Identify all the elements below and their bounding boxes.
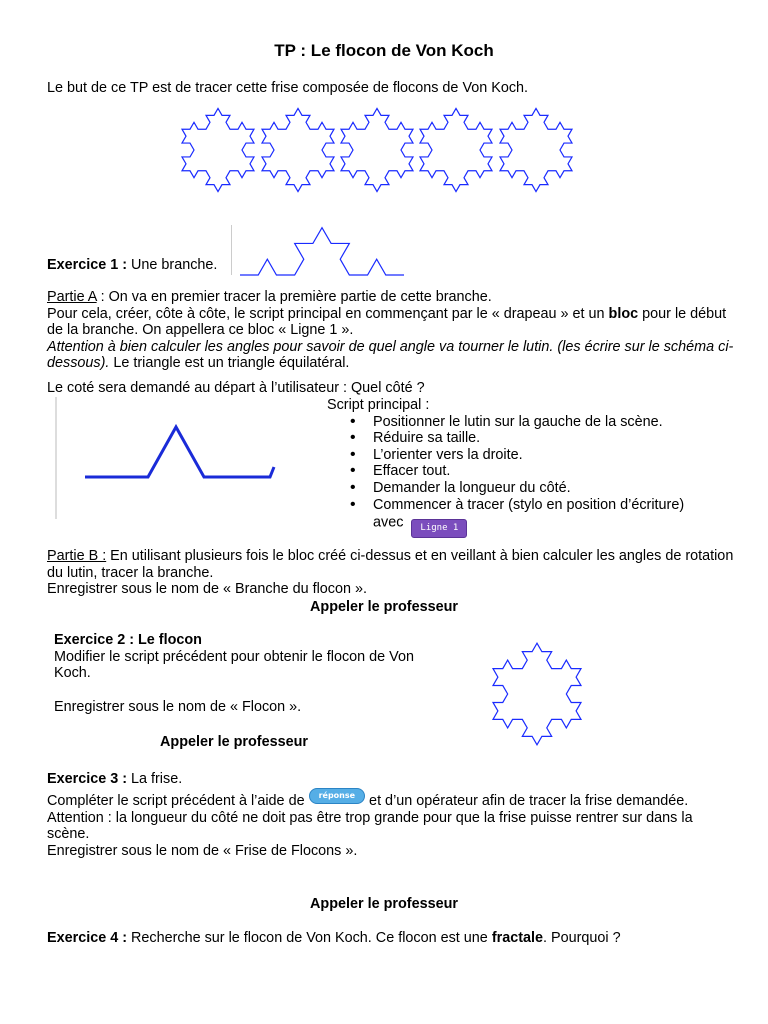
intro-text: Le but de ce TP est de tracer cette frise composée de flocons de Von Koch. (47, 80, 529, 96)
script-principal (327, 397, 747, 532)
call-teacher-2: Appeler le professeur (160, 734, 308, 750)
part-a-bloc-bold: bloc (608, 305, 639, 322)
frieze-snowflake (500, 108, 572, 191)
list-item: • Effacer tout. (327, 463, 747, 480)
exercise-3-save: Enregistrer sous le nom de « Frise de Flocons ». (47, 842, 358, 859)
call-teacher-3: Appeler le professeur (310, 896, 458, 912)
part-a-triangle: Le triangle est un triangle équilatéral. (109, 355, 350, 372)
list-item: • Réduire sa taille. (327, 430, 747, 447)
call-teacher-1: Appeler le professeur (310, 599, 458, 615)
scratch-block-ligne1: Ligne 1 (411, 519, 467, 538)
part-b-save: Enregistrer sous le nom de « Branche du flocon ». (47, 581, 367, 598)
part-a-line1 (47, 289, 737, 306)
frieze-snowflake (341, 108, 413, 191)
exercise-3-label: Exercice 3 : (47, 771, 128, 787)
script-label: Script principal : (327, 397, 430, 413)
part-a-line2 (47, 306, 737, 339)
scratch-block-reponse: réponse (309, 788, 365, 804)
exercise-1-text: Une branche. (127, 257, 218, 273)
part-b-text: En utilisant plusieurs fois le bloc créé ci-dessus et en veillant à bien calculer les angles de rotation du lutin, tracer la branche. (47, 548, 734, 581)
exercise-3-heading (47, 771, 737, 788)
part-a-label: Partie A (47, 289, 97, 305)
exercise-2-save: Enregistrer sous le nom de « Flocon ». (54, 698, 302, 715)
page-title: TP : Le flocon de Von Koch (274, 41, 494, 60)
side-question: Le coté sera demandé au départ à l’utilisateur : Quel côté ? (47, 380, 425, 396)
exercise-4-text2: . Pourquoi ? (543, 930, 621, 946)
spacer (54, 682, 454, 699)
figure-border-left (55, 397, 57, 519)
list-item: • L’orienter vers la droite. (327, 447, 747, 464)
part-a-line2b: pour le début de la branche. On appellera ce bloc « Ligne 1 ». (47, 305, 727, 339)
pixel-branch-figure (80, 415, 320, 515)
part-a-text1: : On va en premier tracer la première partie de cette branche. (96, 289, 492, 305)
exercise-3-block (47, 793, 737, 859)
exercise-2-label: Exercice 2 : Le flocon (54, 632, 202, 648)
avec-text: avec (373, 514, 404, 531)
frieze-snowflake (182, 108, 254, 191)
frieze-snowflake (262, 108, 334, 191)
part-a-italic: Attention à bien calculer les angles pour savoir de quel angle va tourner le lutin. (les écrire sur le schéma ci-dessous). (47, 338, 734, 372)
exercise-3-line1b: et d’un opérateur afin de tracer la frise demandée. (365, 793, 689, 809)
exercise-4-fractale: fractale (491, 930, 544, 946)
part-b-line (47, 548, 737, 581)
exercise-4-text1: Recherche sur le flocon de Von Koch. Ce flocon est une (127, 930, 492, 946)
script-steps-list (327, 414, 747, 514)
list-item: • Demander la longueur du côté. (327, 480, 747, 497)
exercise-4-label: Exercice 4 : (47, 930, 128, 946)
exercise-3-attention: Attention : la longueur du côté ne doit pas être trop grande pour que la frise puisse rentrer sur dans la scène. (47, 809, 693, 843)
exercise-2-block (54, 632, 454, 715)
part-a-line2a: Pour cela, créer, côte à côte, le script principal en commençant par le « drapeau » et un (47, 305, 609, 322)
figure-border (231, 225, 232, 275)
part-a-block (47, 289, 737, 372)
exercise-3-text: La frise. (127, 771, 183, 787)
snowflake-shape (493, 643, 581, 745)
list-item: • Positionner le lutin sur la gauche de la scène. (327, 414, 747, 431)
exercise-1-heading (47, 257, 737, 274)
avec-line (327, 513, 747, 532)
list-item: • Commencer à tracer (stylo en position d’écriture) (327, 497, 747, 514)
exercise-1-label: Exercice 1 : (47, 257, 128, 273)
part-b-label: Partie B : (47, 548, 107, 564)
exercise-4-line (47, 930, 737, 947)
frieze-snowflake (420, 108, 492, 191)
pixel-branch-line (85, 427, 274, 477)
part-b-block (47, 548, 737, 598)
exercise-3-line1 (47, 793, 737, 810)
part-a-attention (47, 339, 737, 372)
exercise-2-text: Modifier le script précédent pour obtenir le flocon de Von Koch. (54, 648, 414, 682)
exercise-3-line1a: Compléter le script précédent à l’aide de (47, 793, 309, 809)
